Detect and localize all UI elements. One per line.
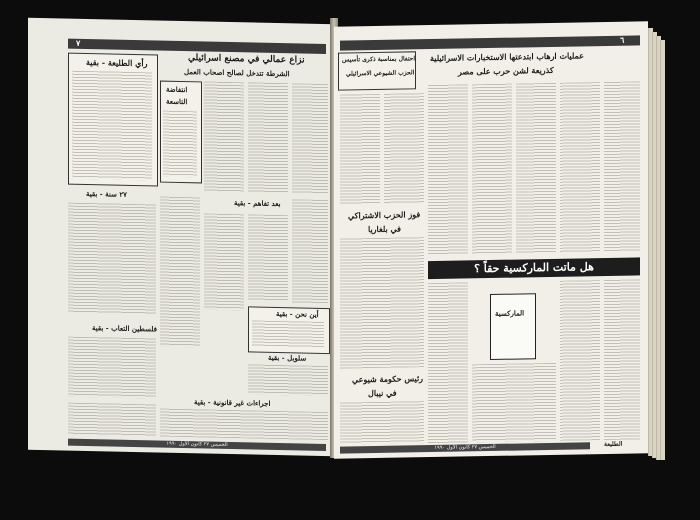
left-main-subheadline: الشرطة تتدخل لصالح اصحاب العمل	[184, 67, 290, 79]
right-text-col	[516, 83, 556, 254]
left-text-col	[248, 364, 328, 396]
right-text-col	[340, 237, 424, 368]
story-27-text	[68, 203, 156, 315]
right-text-col	[472, 84, 512, 255]
palestine-text	[68, 337, 156, 399]
left-newspaper-page	[28, 18, 334, 456]
opinion-text	[72, 71, 152, 181]
right-newspaper-page	[334, 21, 648, 458]
left-text-col	[68, 403, 156, 437]
right-text-col	[428, 84, 468, 255]
right-text-col	[604, 81, 640, 252]
communist-pm-title-2: في نيبال	[368, 387, 397, 399]
aynnahnu-text	[252, 320, 324, 348]
tsounot-title: سلوبل - بقية	[268, 352, 307, 363]
right-page-header-bar	[340, 35, 640, 50]
right-page-masthead-footer: الطليعة	[604, 440, 623, 449]
book-title: الماركسية	[495, 308, 525, 318]
right-main-headline: عمليات ارهاب ابتدعتها الاستخبارات الاسرائيلية	[430, 50, 584, 64]
left-text-col	[292, 83, 328, 194]
right-text-col	[604, 279, 640, 440]
right-text-col	[384, 93, 424, 204]
left-main-headline: نزاع عمالي في مصنع اسرائيلي	[188, 53, 305, 66]
opinion-header: رأي الطليعة - بقية	[86, 57, 148, 69]
left-text-col	[204, 81, 244, 192]
right-page-number: ٦	[620, 34, 625, 45]
right-page-footer: الخميس ٢٧ كانون الأول ١٩٩٠	[340, 442, 590, 453]
intifada-text	[163, 111, 197, 178]
edjuration-title: اجراءات غير قانونية - بقية	[194, 397, 271, 408]
left-text-col	[248, 214, 288, 301]
socialist-win-title-2: في بلغاريا	[368, 223, 401, 235]
commemoration-title-2: الحزب الشيوعي الاسرائيلي	[346, 69, 415, 78]
right-text-col	[340, 94, 380, 205]
aynnahnu-title: أين نحن - بقية	[276, 308, 319, 319]
page-stack-edge	[660, 40, 665, 460]
right-text-col	[560, 280, 600, 441]
marxism-book-cover	[490, 293, 536, 360]
left-page-number: ٧	[76, 37, 81, 48]
left-text-col	[160, 409, 328, 441]
story-after-title: بعد تفاهم - بقية	[234, 198, 281, 209]
left-text-col	[248, 82, 288, 193]
palestine-title: فلسطين التعاب - بقية	[92, 323, 157, 334]
left-page-footer: الخميس ٢٧ كانون الأول ١٩٩٠	[68, 439, 326, 451]
right-text-col	[560, 82, 600, 253]
left-text-col	[292, 199, 328, 304]
right-main-headline-2: كذريعة لشن حرب على مصر	[458, 64, 554, 77]
right-text-col	[340, 401, 424, 444]
left-text-col	[160, 197, 200, 348]
right-text-col	[472, 363, 556, 442]
communist-pm-title: رئيس حكومة شيوعي	[352, 373, 424, 385]
intifada-title: انتفاضة	[166, 84, 188, 95]
intifada-title-2: التاسعة	[166, 96, 188, 107]
socialist-win-title: فوز الحزب الاشتراكي	[348, 209, 421, 221]
marxism-banner: هل ماتت الماركسية حقاً ؟	[428, 257, 640, 279]
left-page-header-bar	[68, 39, 326, 54]
commemoration-title: احتفال بمناسبة ذكرى تأسيس	[342, 55, 416, 64]
right-text-col	[428, 282, 468, 443]
left-text-col	[204, 213, 244, 310]
story-27-title: ٢٧ سنة - بقية	[86, 189, 127, 199]
